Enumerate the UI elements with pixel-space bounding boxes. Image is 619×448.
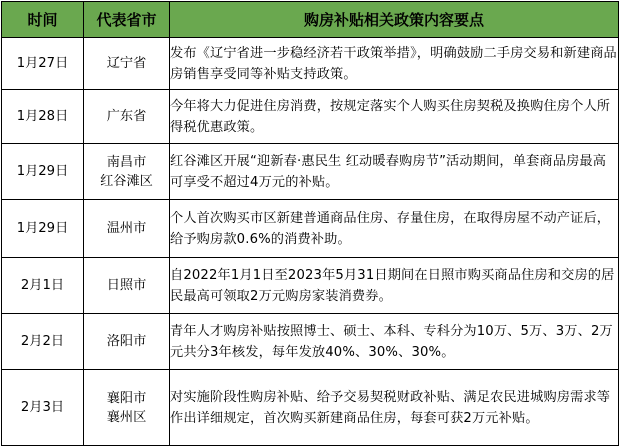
row-date: 2月2日 [2, 314, 84, 370]
row-city-line: 襄州区 [106, 409, 147, 425]
table-row [2, 38, 619, 90]
row-policy-content: 红谷滩区开展“迎新春·惠民生 红动暖春购房节”活动期间，单套商品房最高可享受不超过4万元的补贴。 [170, 144, 619, 200]
row-city-line: 南昌市 [106, 154, 147, 170]
table-row [2, 200, 619, 258]
row-city-line: 广东省 [106, 109, 147, 124]
row-policy-content: 自2022年1月1日至2023年5月31日期间在日照市购买商品住房和交房的居民最高可领取2万元购房家装消费券。 [170, 258, 619, 314]
row-city [84, 144, 170, 200]
row-city-line: 洛阳市 [106, 334, 147, 349]
table-row [2, 258, 619, 314]
row-city-line: 日照市 [106, 278, 147, 293]
header-policy-content: 购房补贴相关政策内容要点 [170, 2, 619, 38]
row-policy-content: 对实施阶段性购房补贴、给予交易契税财政补贴、满足农民进城购房需求等作出详细规定，首次购买新建商品住房，每套可获2万元补贴。 [170, 370, 619, 446]
table-row [2, 144, 619, 200]
row-city [84, 200, 170, 258]
row-city-line: 辽宁省 [106, 56, 147, 71]
row-policy-content: 今年将大力促进住房消费，按规定落实个人购买住房契税及换购住房个人所得税优惠政策。 [170, 90, 619, 144]
row-city [84, 90, 170, 144]
row-date: 1月28日 [2, 90, 84, 144]
row-policy-content: 青年人才购房补贴按照博士、硕士、本科、专科分为10万、5万、3万、2万元共分3年核发，每年发放40%、30%、30%。 [170, 314, 619, 370]
table-row [2, 90, 619, 144]
row-city [84, 314, 170, 370]
header-date: 时间 [2, 2, 84, 38]
row-date: 1月29日 [2, 144, 84, 200]
table-row [2, 370, 619, 446]
row-date: 1月27日 [2, 38, 84, 90]
policy-table [1, 1, 619, 446]
row-city [84, 370, 170, 446]
row-city-line: 温州市 [106, 221, 147, 236]
row-city [84, 38, 170, 90]
header-city: 代表省市 [84, 2, 170, 38]
row-date: 1月29日 [2, 200, 84, 258]
row-date: 2月1日 [2, 258, 84, 314]
row-policy-content: 个人首次购买市区新建普通商品住房、存量住房，在取得房屋不动产证后，给予购房款0.6%的消费补助。 [170, 200, 619, 258]
table-header-row [2, 2, 619, 38]
row-date: 2月3日 [2, 370, 84, 446]
table-row [2, 314, 619, 370]
row-city [84, 258, 170, 314]
row-policy-content: 发布《辽宁省进一步稳经济若干政策举措》，明确鼓励二手房交易和新建商品房销售享受同等补贴支持政策。 [170, 38, 619, 90]
row-city-line: 襄阳市 [106, 390, 147, 406]
row-city-line: 红谷滩区 [100, 173, 153, 189]
